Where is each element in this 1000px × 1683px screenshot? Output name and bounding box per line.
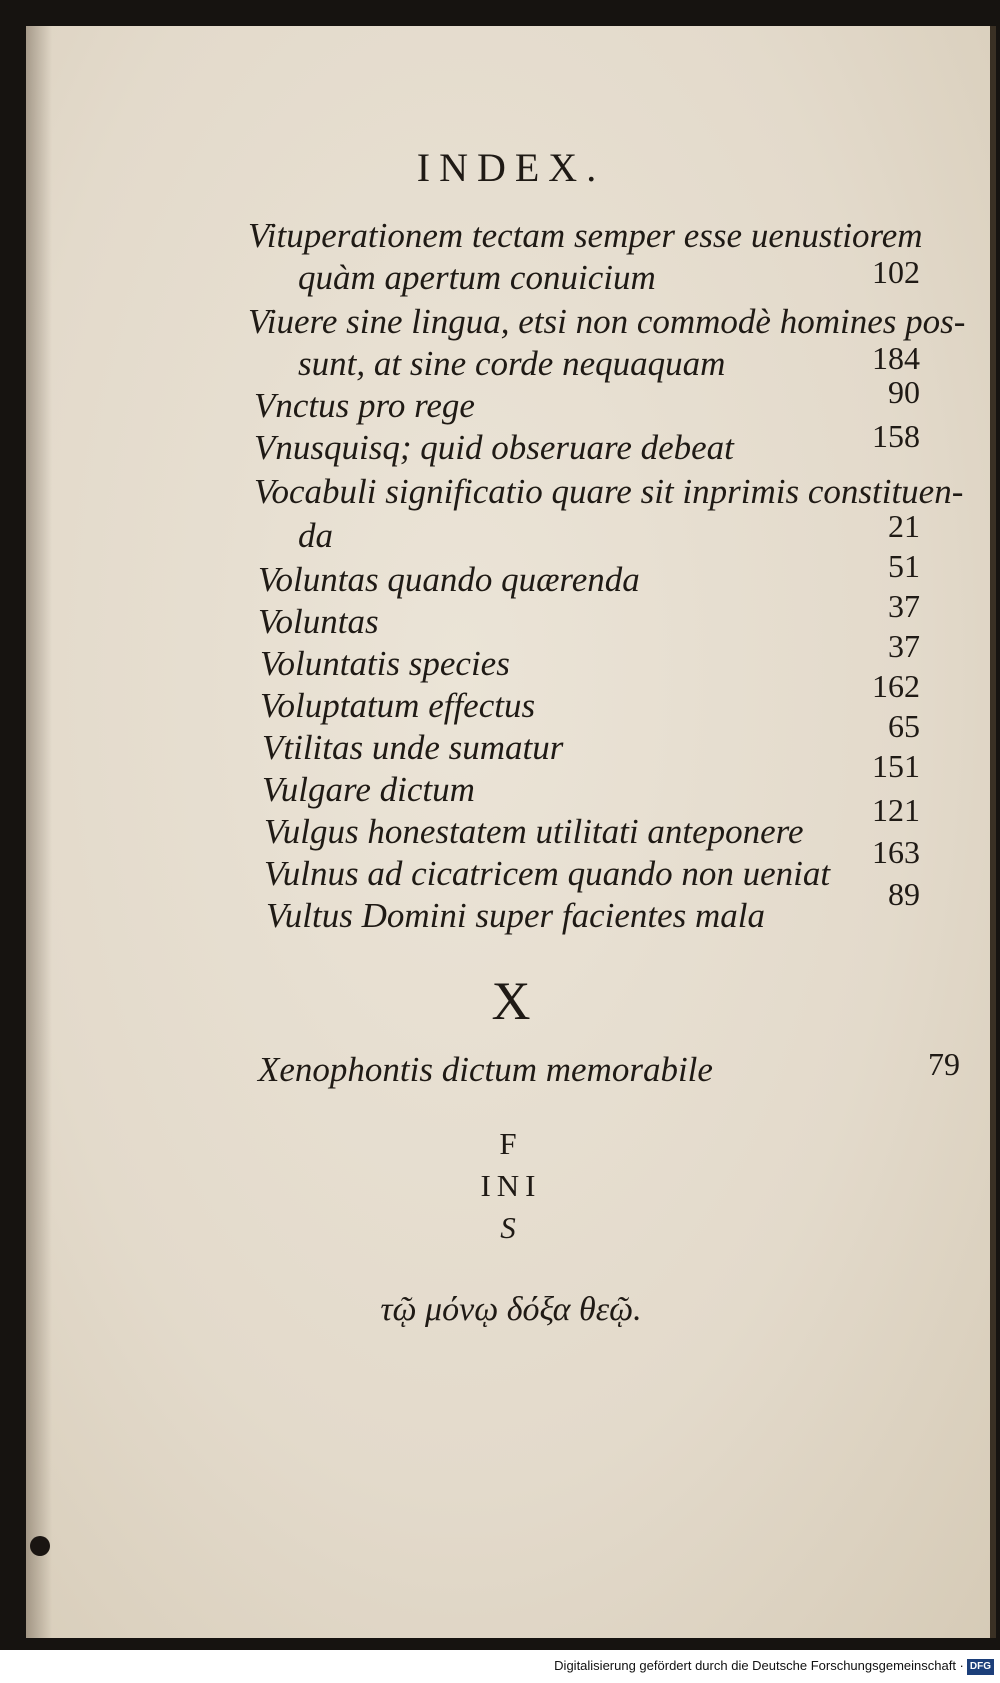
finis-line-1: F	[499, 1126, 523, 1161]
index-entry-text: Vocabuli significatio quare sit inprimis constituen-	[254, 472, 964, 511]
index-entry-text: Vtilitas unde sumatur	[262, 728, 564, 767]
index-entry-text: quàm apertum conuicium	[298, 258, 656, 297]
index-entry-page: 79	[928, 1046, 960, 1082]
index-entry-page: 102	[872, 254, 920, 290]
index-entry-text: Vultus Domini super facientes mala	[266, 896, 766, 935]
index-entry-text: Vulgare dictum	[262, 770, 475, 809]
footer-credit: Digitalisierung gefördert durch die Deutsche Forschungsgemeinschaft ·	[554, 1658, 964, 1673]
index-entry-text: Voluptatum effectus	[260, 686, 536, 725]
index-entry-text: Vnusquisq; quid obseruare debeat	[254, 428, 734, 467]
index-entry-page: 65	[888, 708, 920, 744]
index-heading: INDEX.	[416, 145, 606, 190]
index-entry-page: 163	[872, 834, 920, 870]
index-entry-text: Vulnus ad cicatricem quando non ueniat	[264, 854, 831, 893]
section-letter: X	[491, 971, 531, 1031]
index-entry-page: 89	[888, 876, 920, 912]
index-entry-text: Voluntas	[258, 602, 379, 641]
index-entry-page: 37	[888, 628, 920, 664]
ink-spot	[30, 1536, 50, 1556]
index-entry-text: sunt, at sine corde nequaquam	[298, 344, 726, 383]
index-entry-text: Vulgus honestatem utilitati anteponere	[264, 812, 804, 851]
index-entry-text: da	[298, 516, 333, 555]
index-entry-text: Voluntas quando quærenda	[258, 560, 640, 599]
digitization-footer	[0, 1656, 994, 1676]
dfg-logo: DFG	[967, 1659, 994, 1675]
finis-line-2: INI	[480, 1168, 542, 1203]
index-entry-page: 121	[872, 792, 920, 828]
index-entry-text: Vituperationem tectam semper esse uenustiorem	[248, 216, 923, 255]
index-entry-page: 37	[888, 588, 920, 624]
index-entry-text: Xenophontis dictum memorabile	[258, 1050, 713, 1089]
page-gutter-shadow	[26, 26, 52, 1638]
index-entry-page: 184	[872, 340, 920, 376]
index-entry-page: 158	[872, 418, 920, 454]
index-entry-page: 162	[872, 668, 920, 704]
book-page	[26, 26, 996, 1638]
greek-doxology: τῷ μόνῳ δόξα θεῷ.	[380, 1291, 642, 1328]
finis-line-3: S	[500, 1210, 522, 1245]
index-entry-text: Voluntatis species	[260, 644, 510, 683]
index-entry-page: 21	[888, 508, 920, 544]
index-entry-page: 90	[888, 374, 920, 410]
index-entry-text: Viuere sine lingua, etsi non commodè homines pos-	[248, 302, 966, 341]
index-entry-page: 51	[888, 548, 920, 584]
index-entry-text: Vnctus pro rege	[254, 386, 475, 425]
index-entry-page: 151	[872, 748, 920, 784]
